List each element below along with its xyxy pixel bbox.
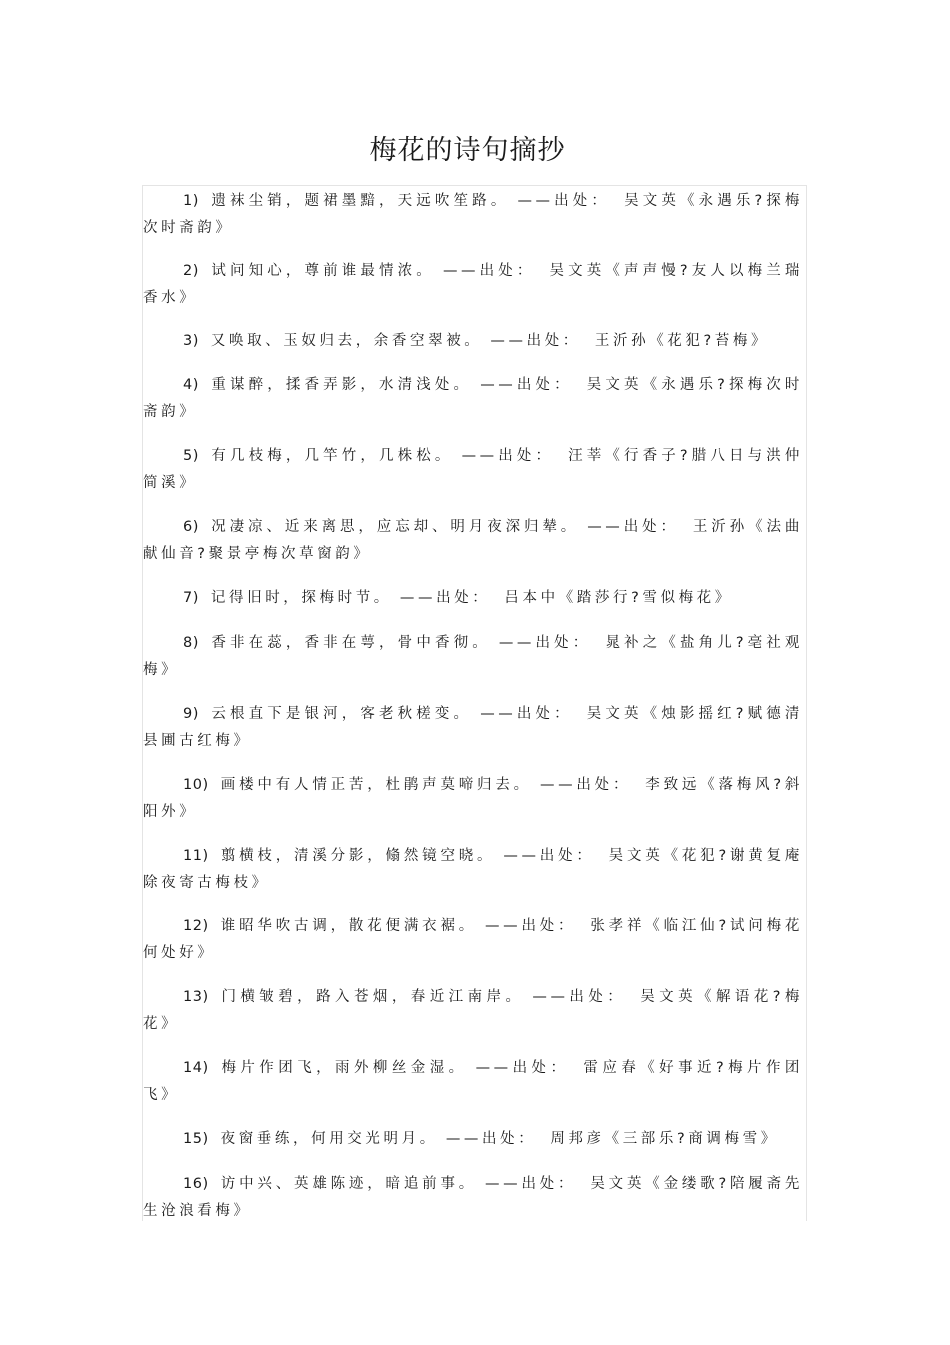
entry-source-label: ——出处： [461, 448, 555, 464]
entry-number: 10) [183, 777, 209, 793]
entry-number: 12) [183, 918, 209, 934]
entry-source: 吴文英《金缕歌?陪履斋先生沧浪看梅》 [143, 1176, 803, 1219]
entry-source: 吴文英《解语花?梅花》 [143, 989, 803, 1032]
entry-verse: 谁昭华吹古调，散花便满衣裾。 [220, 918, 478, 934]
entry-source-label: ——出处： [480, 377, 573, 393]
entry-source: 李致远《落梅风?斜阳外》 [143, 777, 803, 820]
entry-number: 9) [183, 706, 199, 722]
entry-source: 吴文英《永遇乐?探梅次时斋韵》 [143, 377, 803, 420]
entry-verse: 遗袜尘销，题裙墨黯，天远吹笙路。 [210, 193, 510, 209]
entry-source: 张孝祥《临江仙?试问梅花何处好》 [143, 918, 803, 961]
entry-verse: 访中兴、英雄陈迹，暗追前事。 [220, 1176, 478, 1192]
entry-source-label: ——出处： [539, 777, 632, 793]
poem-entry-6 [143, 514, 803, 568]
entry-verse: 试问知心，尊前谁最情浓。 [210, 263, 435, 279]
entry-source: 王沂孙《法曲献仙音?聚景亭梅次草窗韵》 [143, 519, 804, 562]
entry-number: 8) [183, 635, 199, 651]
entry-number: 5) [183, 448, 199, 464]
entry-source: 吕本中《踏莎行?雪似梅花》 [504, 590, 733, 606]
entry-source-label: ——出处： [442, 263, 536, 279]
entry-number: 1) [183, 193, 199, 209]
entry-source: 晁补之《盐角儿?亳社观梅》 [143, 635, 804, 678]
entry-verse: 有几枝梅，几竿竹，几株松。 [210, 448, 454, 464]
entry-source: 吴文英《声声慢?友人以梅兰瑞香水》 [143, 263, 803, 306]
poem-entry-16 [143, 1171, 803, 1225]
poem-entry-8 [143, 630, 803, 684]
entry-source-label: ——出处： [485, 918, 577, 934]
entry-verse: 画楼中有人情正苦，杜鹃声莫啼归去。 [220, 777, 532, 793]
entry-verse: 记得旧时，探梅时节。 [210, 590, 392, 606]
poem-entry-9 [143, 701, 803, 755]
poem-entry-5 [143, 443, 803, 497]
entry-source-label: ——出处： [587, 519, 679, 535]
entry-source-label: ——出处： [485, 1176, 577, 1192]
poem-entry-10 [143, 772, 803, 826]
page-title: 梅花的诗句摘抄 [369, 135, 566, 166]
entry-number: 14) [183, 1060, 209, 1076]
entry-number: 15) [183, 1131, 209, 1147]
entry-number: 13) [183, 989, 209, 1005]
entry-source: 吴文英《烛影摇红?赋德清县圃古红梅》 [143, 706, 803, 749]
entry-source: 吴文英《永遇乐?探梅次时斋韵》 [143, 193, 803, 236]
entry-verse: 况凄凉、近来离思，应忘却、明月夜深归辇。 [210, 519, 580, 535]
entry-number: 2) [183, 263, 199, 279]
entry-source: 吴文英《花犯?谢黄复庵除夜寄古梅枝》 [143, 848, 803, 891]
entry-source-label: ——出处： [445, 1131, 537, 1147]
entry-source: 雷应春《好事近?梅片作团飞》 [143, 1060, 803, 1103]
entry-source-label: ——出处： [498, 635, 592, 651]
entry-verse: 门横皱碧，路入苍烟，春近江南岸。 [220, 989, 525, 1005]
entry-source-label: ——出处： [532, 989, 627, 1005]
entry-source-label: ——出处： [503, 848, 595, 864]
entry-source-label: ——出处： [517, 193, 611, 209]
entry-source-label: ——出处： [480, 706, 573, 722]
entry-verse: 翦横枝，清溪分影，翛然镜空晓。 [220, 848, 496, 864]
entry-verse: 又唤取、玉奴归去，余香空翠被。 [210, 333, 483, 349]
entry-verse: 重谋醉，揉香弄影，水清浅处。 [210, 377, 473, 393]
entry-number: 3) [183, 333, 199, 349]
poem-entry-1 [143, 188, 803, 242]
entry-number: 16) [183, 1176, 209, 1192]
entry-number: 6) [183, 519, 199, 535]
poem-entry-2 [143, 258, 803, 312]
poem-entry-3 [143, 328, 803, 355]
entry-verse: 香非在蕊，香非在萼，骨中香彻。 [210, 635, 491, 651]
poem-entry-11 [143, 843, 803, 897]
entry-source: 王沂孙《花犯?苔梅》 [594, 333, 770, 349]
entry-verse: 云根直下是银河，客老秋槎变。 [210, 706, 473, 722]
entry-number: 4) [183, 377, 199, 393]
poem-entry-14 [143, 1055, 803, 1109]
poem-entry-15 [143, 1126, 803, 1153]
poem-entry-4 [143, 372, 803, 426]
entry-source: 汪莘《行香子?腊八日与洪仲简溪》 [143, 448, 803, 491]
entry-verse: 梅片作团飞，雨外柳丝金湿。 [220, 1060, 468, 1076]
poem-entry-13 [143, 984, 803, 1038]
entry-verse: 夜窗垂练，何用交光明月。 [220, 1131, 438, 1147]
entry-source-label: ——出处： [475, 1060, 570, 1076]
entry-number: 7) [183, 590, 199, 606]
entry-number: 11) [183, 848, 209, 864]
poem-entry-7 [143, 585, 803, 612]
entry-source: 周邦彦《三部乐?商调梅雪》 [550, 1131, 779, 1147]
entry-source-label: ——出处： [490, 333, 581, 349]
poem-entry-12 [143, 913, 803, 967]
entry-source-label: ——出处： [399, 590, 491, 606]
